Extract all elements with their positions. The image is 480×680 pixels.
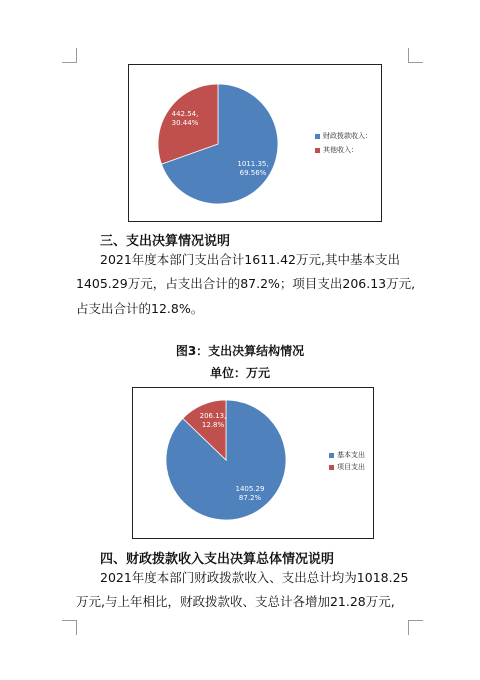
crop-mark-bottom-right <box>408 620 423 635</box>
pie1-slice-label-1: 442.54, 30.44% <box>171 110 199 127</box>
legend-swatch-red <box>329 465 334 470</box>
section4-line-2: 万元,与上年相比，财政拨款收、支总计各增加21.28万元, <box>76 594 395 610</box>
section4-paragraph <box>76 566 416 615</box>
pie1-slice-label-0: 1011.35, 69.56% <box>237 160 269 177</box>
section3-line-1: 2021年度本部门支出合计1611.42万元,其中基本支出 <box>100 252 400 267</box>
income-pie-svg <box>129 65 381 221</box>
figure3-title: 图3：支出决算结构情况 <box>175 344 305 358</box>
legend-label: 其他收入： <box>323 146 358 154</box>
legend-swatch-blue <box>329 453 334 458</box>
legend-label: 财政拨款收入： <box>323 132 372 140</box>
figure3-unit: 单位：万元 <box>209 366 270 380</box>
section4-line-1: 2021年度本部门财政拨款收入、支出总计均为1018.25 <box>100 570 409 585</box>
pie2-legend-item-0 <box>329 450 365 460</box>
legend-label: 基本支出 <box>337 451 365 459</box>
crop-mark-bottom-left <box>62 620 77 635</box>
section3-line-2: 1405.29万元，占支出合计的87.2%；项目支出206.13万元, <box>76 276 416 292</box>
pie2-legend-item-1 <box>329 462 365 472</box>
section3-heading: 三、支出决算情况说明 <box>100 234 231 249</box>
pie2-slice-label-1: 206.13, 12.8% <box>199 412 227 429</box>
income-pie-chart <box>128 64 382 222</box>
section3-line-3: 占支出合计的12.8%。 <box>76 300 204 316</box>
legend-swatch-red <box>315 148 320 153</box>
section4-heading: 四、财政拨款收入支出决算总体情况说明 <box>100 552 335 567</box>
legend-label: 项目支出 <box>337 463 365 471</box>
crop-mark-top-right <box>408 48 423 63</box>
section3-paragraph <box>76 248 416 321</box>
pie2-slice-label-0: 1405.29 87.2% <box>235 485 265 502</box>
pie1-legend-item-0 <box>315 131 372 141</box>
crop-mark-top-left <box>62 48 77 63</box>
legend-swatch-blue <box>315 134 320 139</box>
expenditure-pie-chart <box>132 387 374 539</box>
pie1-legend-item-1 <box>315 145 358 155</box>
